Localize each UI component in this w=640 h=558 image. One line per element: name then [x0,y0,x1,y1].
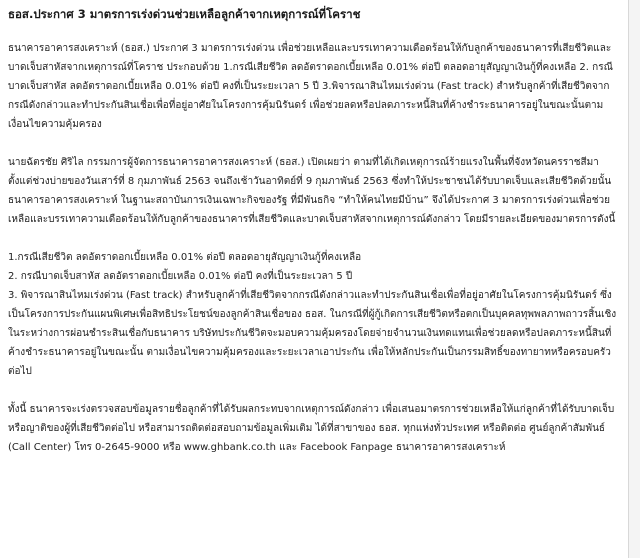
article-headline: ธอส.ประกาศ 3 มาตรการเร่งด่วนช่วยเหลือลูกค้าจากเหตุการณ์ที่โคราช [8,7,361,21]
article-paragraph-intro: ธนาคารอาคารสงเคราะห์ (ธอส.) ประกาศ 3 มาตรการเร่งด่วน เพื่อช่วยเหลือและบรรเทาความเดือดร้อนให้กับลูกค้าของธนาคารที่เสียชีวิตและบาดเจ็บสาหัสจากเหตุการณ์ที่โคราช ประกอบด้วย 1.กรณีเสียชีวิต ลดอัตราดอกเบี้ยเหลือ 0.01% ต่อปี ตลอดอายุสัญญาเงินกู้ที่คงเหลือ 2. กรณีบาดเจ็บสาหัส ลดอัตราดอกเบี้ยเหลือ 0.01% ต่อปี คงที่เป็นระยะเวลา 5 ปี 3.พิจารณาสินไหมเร่งด่วน (Fast track) สำหรับลูกค้าที่เสียชีวิตจากกรณีดังกล่าวและทำประกันสินเชื่อเพื่อที่อยู่อาศัยในโครงการคุ้มนิรันดร์ เพื่อช่วยลดหรือปลดภาระหนี้สินที่ค้างชำระธนาคารอยู่ในขณะนั้นตามเงื่อนไขความคุ้มครอง [8,43,613,130]
measure-item-death: 1.กรณีเสียชีวิต ลดอัตราดอกเบี้ยเหลือ 0.01% ต่อปี ตลอดอายุสัญญาเงินกู้ที่คงเหลือ [8,252,362,263]
measure-item-fast-track: 3. พิจารณาสินไหมเร่งด่วน (Fast track) สำหรับลูกค้าที่เสียชีวิตจากกรณีดังกล่าวและทำประกันสินเชื่อเพื่อที่อยู่อาศัยในโครงการคุ้มนิรันดร์ ซึ่งเป็นโครงการประกันแผนพิเศษเพื่อสิทธิประโยชน์ของลูกค้าสินเชื่อของ ธอส. ในกรณีที่ผู้กู้เกิดการเสียชีวิตหรือตกเป็นบุคคลทุพพลภาพถาวรสิ้นเชิงในระหว่างการผ่อนชำระสินเชื่อกับธนาคาร บริษัทประกันชีวิตจะมอบความคุ้มครองโดยจ่ายจำนวนเงินทดแทนเพื่อช่วยลดหรือปลดภาระหนี้สินที่ค้างชำระธนาคารอยู่ในขณะนั้น ตามเงื่อนไขความคุ้มครองและระยะเวลาเอาประกัน เพื่อให้หลักประกันเป็นกรรมสิทธิ์ของทายาทหรือครอบครัวต่อไป [8,290,617,377]
article-paragraph-statement: นายฉัตรชัย ศิริไล กรรมการผู้จัดการธนาคารอาคารสงเคราะห์ (ธอส.) เปิดเผยว่า ตามที่ได้เกิดเหตุการณ์ร้ายแรงในพื้นที่จังหวัดนครราชสีมาตั้งแต่ช่วงบ่ายของวันเสาร์ที่ 8 กุมภาพันธ์ 2563 จนถึงเช้าวันอาทิตย์ที่ 9 กุมภาพันธ์ 2563 ซึ่งทำให้ประชาชนได้รับบาดเจ็บและเสียชีวิตด้วยนั้น ธนาคารอาคารสงเคราะห์ ในฐานะสถาบันการเงินเฉพาะกิจของรัฐ ที่มีพันธกิจ “ทำให้คนไทยมีบ้าน” จึงได้ประกาศ 3 มาตรการเร่งด่วนเพื่อช่วยเหลือและบรรเทาความเดือดร้อนให้กับลูกค้าของธนาคารที่เสียชีวิตและบาดเจ็บสาหัสจากเหตุการณ์ดังกล่าว โดยมีรายละเอียดของมาตรการดังนี้ [8,157,616,225]
measures-list [8,248,622,381]
article-paragraph-closing: ทั้งนี้ ธนาคารจะเร่งตรวจสอบข้อมูลรายชื่อลูกค้าที่ได้รับผลกระทบจากเหตุการณ์ดังกล่าว เพื่อเสนอมาตรการช่วยเหลือให้แก่ลูกค้าที่ได้รับบาดเจ็บหรือญาติของผู้ที่เสียชีวิตต่อไป หรือสามารถติดต่อสอบถามข้อมูลเพิ่มเติม ได้ที่สาขาของ ธอส. ทุกแห่งทั่วประเทศ หรือติดต่อ ศูนย์ลูกค้าสัมพันธ์ (Call Center) โทร 0-2645-9000 หรือ www.ghbank.co.th และ Facebook Fanpage ธนาคารอาคารสงเคราะห์ [8,404,615,453]
measure-item-injury: 2. กรณีบาดเจ็บสาหัส ลดอัตราดอกเบี้ยเหลือ 0.01% ต่อปี คงที่เป็นระยะเวลา 5 ปี [8,271,353,282]
page-gutter [629,0,640,558]
